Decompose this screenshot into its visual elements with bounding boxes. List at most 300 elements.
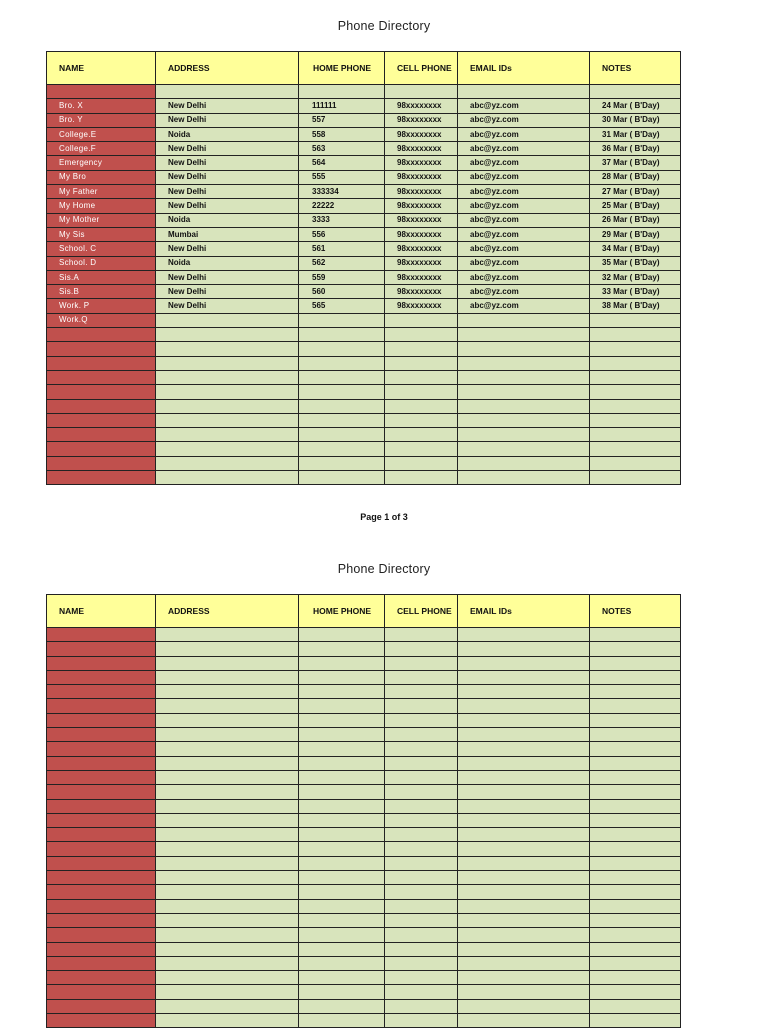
cell-name[interactable]: [47, 942, 156, 956]
cell-address[interactable]: [156, 885, 299, 899]
cell-notes[interactable]: 27 Mar ( B'Day): [590, 185, 681, 199]
cell-home-phone[interactable]: [299, 313, 385, 327]
cell-email[interactable]: [458, 785, 590, 799]
cell-name[interactable]: School. D: [47, 256, 156, 270]
cell-home-phone[interactable]: 563: [299, 142, 385, 156]
cell-home-phone[interactable]: 559: [299, 270, 385, 284]
cell-name[interactable]: [47, 999, 156, 1013]
cell-notes[interactable]: [590, 813, 681, 827]
cell-name[interactable]: [47, 385, 156, 399]
cell-email[interactable]: [458, 685, 590, 699]
cell-home-phone[interactable]: [299, 685, 385, 699]
cell-email[interactable]: [458, 628, 590, 642]
cell-cell-phone[interactable]: [385, 913, 458, 927]
cell-email[interactable]: [458, 385, 590, 399]
cell-address[interactable]: [156, 370, 299, 384]
cell-notes[interactable]: 33 Mar ( B'Day): [590, 285, 681, 299]
cell-name[interactable]: [47, 85, 156, 99]
cell-cell-phone[interactable]: 98xxxxxxxx: [385, 227, 458, 241]
cell-notes[interactable]: 36 Mar ( B'Day): [590, 142, 681, 156]
cell-home-phone[interactable]: [299, 85, 385, 99]
cell-address[interactable]: [156, 356, 299, 370]
cell-address[interactable]: [156, 842, 299, 856]
cell-address[interactable]: [156, 813, 299, 827]
cell-home-phone[interactable]: [299, 985, 385, 999]
cell-home-phone[interactable]: [299, 699, 385, 713]
cell-name[interactable]: Sis.B: [47, 285, 156, 299]
cell-home-phone[interactable]: [299, 742, 385, 756]
cell-name[interactable]: [47, 713, 156, 727]
cell-email[interactable]: abc@yz.com: [458, 242, 590, 256]
cell-cell-phone[interactable]: [385, 971, 458, 985]
cell-address[interactable]: [156, 313, 299, 327]
cell-email[interactable]: [458, 456, 590, 470]
cell-email[interactable]: [458, 856, 590, 870]
cell-notes[interactable]: [590, 899, 681, 913]
cell-address[interactable]: [156, 756, 299, 770]
cell-email[interactable]: [458, 428, 590, 442]
cell-cell-phone[interactable]: [385, 642, 458, 656]
cell-home-phone[interactable]: [299, 828, 385, 842]
cell-home-phone[interactable]: [299, 928, 385, 942]
cell-name[interactable]: [47, 899, 156, 913]
cell-name[interactable]: [47, 985, 156, 999]
cell-cell-phone[interactable]: [385, 785, 458, 799]
cell-email[interactable]: abc@yz.com: [458, 99, 590, 113]
cell-email[interactable]: [458, 756, 590, 770]
cell-home-phone[interactable]: [299, 399, 385, 413]
cell-cell-phone[interactable]: [385, 985, 458, 999]
cell-address[interactable]: New Delhi: [156, 199, 299, 213]
cell-email[interactable]: abc@yz.com: [458, 199, 590, 213]
cell-cell-phone[interactable]: [385, 328, 458, 342]
cell-name[interactable]: [47, 628, 156, 642]
cell-email[interactable]: abc@yz.com: [458, 142, 590, 156]
cell-address[interactable]: [156, 699, 299, 713]
cell-address[interactable]: [156, 871, 299, 885]
cell-notes[interactable]: 32 Mar ( B'Day): [590, 270, 681, 284]
cell-notes[interactable]: 25 Mar ( B'Day): [590, 199, 681, 213]
cell-notes[interactable]: [590, 328, 681, 342]
cell-home-phone[interactable]: [299, 656, 385, 670]
cell-notes[interactable]: [590, 928, 681, 942]
cell-name[interactable]: Bro. Y: [47, 113, 156, 127]
cell-name[interactable]: [47, 685, 156, 699]
cell-email[interactable]: [458, 670, 590, 684]
cell-name[interactable]: Work.Q: [47, 313, 156, 327]
cell-address[interactable]: [156, 713, 299, 727]
cell-name[interactable]: [47, 913, 156, 927]
cell-address[interactable]: [156, 399, 299, 413]
cell-name[interactable]: [47, 842, 156, 856]
cell-address[interactable]: New Delhi: [156, 99, 299, 113]
cell-email[interactable]: [458, 971, 590, 985]
cell-name[interactable]: [47, 413, 156, 427]
cell-home-phone[interactable]: [299, 428, 385, 442]
cell-name[interactable]: [47, 742, 156, 756]
cell-notes[interactable]: [590, 356, 681, 370]
cell-cell-phone[interactable]: [385, 370, 458, 384]
cell-cell-phone[interactable]: 98xxxxxxxx: [385, 256, 458, 270]
cell-home-phone[interactable]: 3333: [299, 213, 385, 227]
cell-cell-phone[interactable]: [385, 885, 458, 899]
cell-cell-phone[interactable]: [385, 942, 458, 956]
cell-notes[interactable]: 35 Mar ( B'Day): [590, 256, 681, 270]
cell-email[interactable]: [458, 885, 590, 899]
cell-address[interactable]: New Delhi: [156, 170, 299, 184]
cell-cell-phone[interactable]: 98xxxxxxxx: [385, 185, 458, 199]
cell-cell-phone[interactable]: [385, 856, 458, 870]
cell-email[interactable]: abc@yz.com: [458, 270, 590, 284]
cell-notes[interactable]: 37 Mar ( B'Day): [590, 156, 681, 170]
cell-email[interactable]: [458, 913, 590, 927]
cell-cell-phone[interactable]: 98xxxxxxxx: [385, 299, 458, 313]
cell-home-phone[interactable]: [299, 670, 385, 684]
cell-address[interactable]: [156, 328, 299, 342]
cell-cell-phone[interactable]: [385, 471, 458, 485]
cell-email[interactable]: [458, 828, 590, 842]
cell-name[interactable]: My Sis: [47, 227, 156, 241]
cell-home-phone[interactable]: 560: [299, 285, 385, 299]
cell-home-phone[interactable]: 111111: [299, 99, 385, 113]
cell-email[interactable]: [458, 656, 590, 670]
cell-name[interactable]: [47, 756, 156, 770]
cell-cell-phone[interactable]: [385, 385, 458, 399]
cell-email[interactable]: abc@yz.com: [458, 285, 590, 299]
cell-home-phone[interactable]: [299, 385, 385, 399]
cell-home-phone[interactable]: 564: [299, 156, 385, 170]
cell-home-phone[interactable]: [299, 799, 385, 813]
cell-notes[interactable]: 34 Mar ( B'Day): [590, 242, 681, 256]
cell-home-phone[interactable]: [299, 913, 385, 927]
cell-home-phone[interactable]: [299, 642, 385, 656]
cell-name[interactable]: [47, 728, 156, 742]
cell-email[interactable]: [458, 1014, 590, 1028]
cell-home-phone[interactable]: [299, 628, 385, 642]
cell-home-phone[interactable]: 555: [299, 170, 385, 184]
cell-email[interactable]: [458, 413, 590, 427]
cell-notes[interactable]: [590, 728, 681, 742]
cell-address[interactable]: [156, 928, 299, 942]
cell-address[interactable]: New Delhi: [156, 285, 299, 299]
cell-notes[interactable]: [590, 828, 681, 842]
cell-cell-phone[interactable]: [385, 828, 458, 842]
cell-notes[interactable]: [590, 699, 681, 713]
cell-home-phone[interactable]: 565: [299, 299, 385, 313]
cell-cell-phone[interactable]: [385, 713, 458, 727]
cell-notes[interactable]: [590, 785, 681, 799]
cell-home-phone[interactable]: [299, 956, 385, 970]
cell-notes[interactable]: [590, 942, 681, 956]
cell-email[interactable]: [458, 742, 590, 756]
cell-home-phone[interactable]: [299, 413, 385, 427]
cell-cell-phone[interactable]: [385, 656, 458, 670]
cell-notes[interactable]: [590, 1014, 681, 1028]
cell-address[interactable]: [156, 899, 299, 913]
cell-home-phone[interactable]: [299, 442, 385, 456]
cell-home-phone[interactable]: [299, 885, 385, 899]
cell-cell-phone[interactable]: [385, 799, 458, 813]
cell-name[interactable]: [47, 471, 156, 485]
cell-cell-phone[interactable]: [385, 628, 458, 642]
cell-cell-phone[interactable]: 98xxxxxxxx: [385, 213, 458, 227]
cell-name[interactable]: [47, 399, 156, 413]
cell-email[interactable]: [458, 871, 590, 885]
cell-name[interactable]: [47, 799, 156, 813]
cell-name[interactable]: [47, 928, 156, 942]
cell-name[interactable]: Sis.A: [47, 270, 156, 284]
cell-email[interactable]: [458, 899, 590, 913]
cell-email[interactable]: [458, 942, 590, 956]
cell-address[interactable]: [156, 342, 299, 356]
cell-cell-phone[interactable]: [385, 770, 458, 784]
cell-address[interactable]: [156, 670, 299, 684]
cell-home-phone[interactable]: [299, 871, 385, 885]
cell-address[interactable]: New Delhi: [156, 185, 299, 199]
cell-home-phone[interactable]: [299, 856, 385, 870]
cell-home-phone[interactable]: [299, 813, 385, 827]
cell-cell-phone[interactable]: 98xxxxxxxx: [385, 156, 458, 170]
cell-notes[interactable]: [590, 642, 681, 656]
cell-address[interactable]: [156, 471, 299, 485]
cell-cell-phone[interactable]: [385, 956, 458, 970]
cell-address[interactable]: [156, 999, 299, 1013]
cell-email[interactable]: [458, 642, 590, 656]
cell-email[interactable]: [458, 956, 590, 970]
cell-notes[interactable]: [590, 656, 681, 670]
cell-home-phone[interactable]: [299, 456, 385, 470]
cell-name[interactable]: [47, 856, 156, 870]
cell-cell-phone[interactable]: [385, 1014, 458, 1028]
cell-name[interactable]: College.F: [47, 142, 156, 156]
cell-address[interactable]: [156, 685, 299, 699]
cell-email[interactable]: abc@yz.com: [458, 213, 590, 227]
cell-email[interactable]: [458, 342, 590, 356]
cell-name[interactable]: [47, 642, 156, 656]
cell-address[interactable]: Noida: [156, 256, 299, 270]
cell-notes[interactable]: 29 Mar ( B'Day): [590, 227, 681, 241]
cell-home-phone[interactable]: [299, 942, 385, 956]
cell-name[interactable]: [47, 328, 156, 342]
cell-notes[interactable]: [590, 742, 681, 756]
cell-notes[interactable]: [590, 413, 681, 427]
cell-address[interactable]: [156, 413, 299, 427]
cell-address[interactable]: [156, 742, 299, 756]
cell-notes[interactable]: [590, 342, 681, 356]
cell-address[interactable]: [156, 456, 299, 470]
cell-notes[interactable]: [590, 471, 681, 485]
cell-email[interactable]: [458, 699, 590, 713]
cell-address[interactable]: [156, 728, 299, 742]
cell-cell-phone[interactable]: 98xxxxxxxx: [385, 270, 458, 284]
cell-cell-phone[interactable]: 98xxxxxxxx: [385, 113, 458, 127]
cell-name[interactable]: [47, 956, 156, 970]
cell-cell-phone[interactable]: [385, 85, 458, 99]
cell-address[interactable]: [156, 913, 299, 927]
cell-notes[interactable]: 26 Mar ( B'Day): [590, 213, 681, 227]
cell-cell-phone[interactable]: [385, 842, 458, 856]
cell-home-phone[interactable]: 557: [299, 113, 385, 127]
cell-email[interactable]: [458, 728, 590, 742]
cell-home-phone[interactable]: [299, 971, 385, 985]
cell-name[interactable]: Emergency: [47, 156, 156, 170]
cell-email[interactable]: [458, 842, 590, 856]
cell-notes[interactable]: [590, 956, 681, 970]
cell-notes[interactable]: [590, 913, 681, 927]
cell-address[interactable]: Mumbai: [156, 227, 299, 241]
cell-address[interactable]: [156, 828, 299, 842]
cell-address[interactable]: Noida: [156, 213, 299, 227]
cell-address[interactable]: [156, 971, 299, 985]
cell-cell-phone[interactable]: [385, 413, 458, 427]
cell-address[interactable]: [156, 656, 299, 670]
cell-cell-phone[interactable]: 98xxxxxxxx: [385, 142, 458, 156]
cell-email[interactable]: abc@yz.com: [458, 185, 590, 199]
cell-name[interactable]: School. C: [47, 242, 156, 256]
cell-cell-phone[interactable]: [385, 670, 458, 684]
cell-home-phone[interactable]: [299, 728, 385, 742]
cell-name[interactable]: My Father: [47, 185, 156, 199]
cell-home-phone[interactable]: [299, 713, 385, 727]
cell-notes[interactable]: [590, 399, 681, 413]
cell-cell-phone[interactable]: [385, 356, 458, 370]
cell-name[interactable]: [47, 885, 156, 899]
cell-address[interactable]: New Delhi: [156, 242, 299, 256]
cell-cell-phone[interactable]: [385, 813, 458, 827]
cell-address[interactable]: Noida: [156, 127, 299, 141]
cell-email[interactable]: abc@yz.com: [458, 127, 590, 141]
cell-cell-phone[interactable]: [385, 342, 458, 356]
cell-notes[interactable]: 38 Mar ( B'Day): [590, 299, 681, 313]
cell-email[interactable]: abc@yz.com: [458, 113, 590, 127]
cell-email[interactable]: [458, 370, 590, 384]
cell-home-phone[interactable]: [299, 370, 385, 384]
cell-cell-phone[interactable]: [385, 442, 458, 456]
cell-address[interactable]: New Delhi: [156, 299, 299, 313]
cell-address[interactable]: [156, 942, 299, 956]
cell-notes[interactable]: 31 Mar ( B'Day): [590, 127, 681, 141]
cell-cell-phone[interactable]: [385, 428, 458, 442]
cell-name[interactable]: College.E: [47, 127, 156, 141]
cell-cell-phone[interactable]: 98xxxxxxxx: [385, 199, 458, 213]
cell-name[interactable]: [47, 813, 156, 827]
cell-cell-phone[interactable]: [385, 928, 458, 942]
cell-home-phone[interactable]: [299, 328, 385, 342]
cell-notes[interactable]: 28 Mar ( B'Day): [590, 170, 681, 184]
cell-name[interactable]: [47, 456, 156, 470]
cell-name[interactable]: Work. P: [47, 299, 156, 313]
cell-address[interactable]: [156, 956, 299, 970]
cell-name[interactable]: [47, 770, 156, 784]
cell-cell-phone[interactable]: 98xxxxxxxx: [385, 99, 458, 113]
cell-cell-phone[interactable]: [385, 899, 458, 913]
cell-email[interactable]: [458, 313, 590, 327]
cell-home-phone[interactable]: [299, 356, 385, 370]
cell-notes[interactable]: [590, 770, 681, 784]
cell-name[interactable]: [47, 442, 156, 456]
cell-name[interactable]: [47, 699, 156, 713]
cell-address[interactable]: [156, 442, 299, 456]
cell-notes[interactable]: [590, 713, 681, 727]
cell-notes[interactable]: [590, 385, 681, 399]
cell-notes[interactable]: [590, 999, 681, 1013]
cell-cell-phone[interactable]: [385, 999, 458, 1013]
cell-home-phone[interactable]: [299, 999, 385, 1013]
cell-email[interactable]: abc@yz.com: [458, 256, 590, 270]
cell-notes[interactable]: 30 Mar ( B'Day): [590, 113, 681, 127]
cell-cell-phone[interactable]: [385, 456, 458, 470]
cell-email[interactable]: abc@yz.com: [458, 227, 590, 241]
cell-cell-phone[interactable]: [385, 685, 458, 699]
cell-notes[interactable]: [590, 885, 681, 899]
cell-address[interactable]: [156, 799, 299, 813]
cell-name[interactable]: [47, 656, 156, 670]
cell-address[interactable]: New Delhi: [156, 156, 299, 170]
cell-cell-phone[interactable]: [385, 699, 458, 713]
cell-name[interactable]: [47, 1014, 156, 1028]
cell-address[interactable]: [156, 1014, 299, 1028]
cell-name[interactable]: [47, 428, 156, 442]
cell-address[interactable]: [156, 85, 299, 99]
cell-notes[interactable]: [590, 628, 681, 642]
cell-home-phone[interactable]: [299, 899, 385, 913]
cell-notes[interactable]: [590, 85, 681, 99]
cell-address[interactable]: [156, 628, 299, 642]
cell-notes[interactable]: [590, 985, 681, 999]
cell-notes[interactable]: [590, 842, 681, 856]
cell-home-phone[interactable]: [299, 1014, 385, 1028]
cell-name[interactable]: [47, 370, 156, 384]
cell-home-phone[interactable]: 22222: [299, 199, 385, 213]
cell-notes[interactable]: 24 Mar ( B'Day): [590, 99, 681, 113]
cell-address[interactable]: [156, 985, 299, 999]
cell-name[interactable]: My Home: [47, 199, 156, 213]
cell-email[interactable]: [458, 356, 590, 370]
cell-address[interactable]: [156, 785, 299, 799]
cell-notes[interactable]: [590, 670, 681, 684]
cell-home-phone[interactable]: 558: [299, 127, 385, 141]
cell-cell-phone[interactable]: [385, 399, 458, 413]
cell-home-phone[interactable]: [299, 785, 385, 799]
cell-home-phone[interactable]: [299, 756, 385, 770]
cell-email[interactable]: [458, 813, 590, 827]
cell-email[interactable]: [458, 999, 590, 1013]
cell-email[interactable]: abc@yz.com: [458, 170, 590, 184]
cell-home-phone[interactable]: 333334: [299, 185, 385, 199]
cell-notes[interactable]: [590, 428, 681, 442]
cell-home-phone[interactable]: [299, 471, 385, 485]
cell-email[interactable]: [458, 471, 590, 485]
cell-notes[interactable]: [590, 370, 681, 384]
cell-notes[interactable]: [590, 756, 681, 770]
cell-cell-phone[interactable]: [385, 728, 458, 742]
cell-address[interactable]: New Delhi: [156, 113, 299, 127]
cell-email[interactable]: [458, 399, 590, 413]
cell-cell-phone[interactable]: 98xxxxxxxx: [385, 285, 458, 299]
cell-home-phone[interactable]: [299, 842, 385, 856]
cell-address[interactable]: New Delhi: [156, 270, 299, 284]
cell-home-phone[interactable]: 561: [299, 242, 385, 256]
cell-email[interactable]: abc@yz.com: [458, 299, 590, 313]
cell-cell-phone[interactable]: [385, 313, 458, 327]
cell-name[interactable]: [47, 871, 156, 885]
cell-email[interactable]: [458, 85, 590, 99]
cell-email[interactable]: [458, 770, 590, 784]
cell-name[interactable]: [47, 828, 156, 842]
cell-name[interactable]: [47, 670, 156, 684]
cell-home-phone[interactable]: 556: [299, 227, 385, 241]
cell-name[interactable]: [47, 971, 156, 985]
